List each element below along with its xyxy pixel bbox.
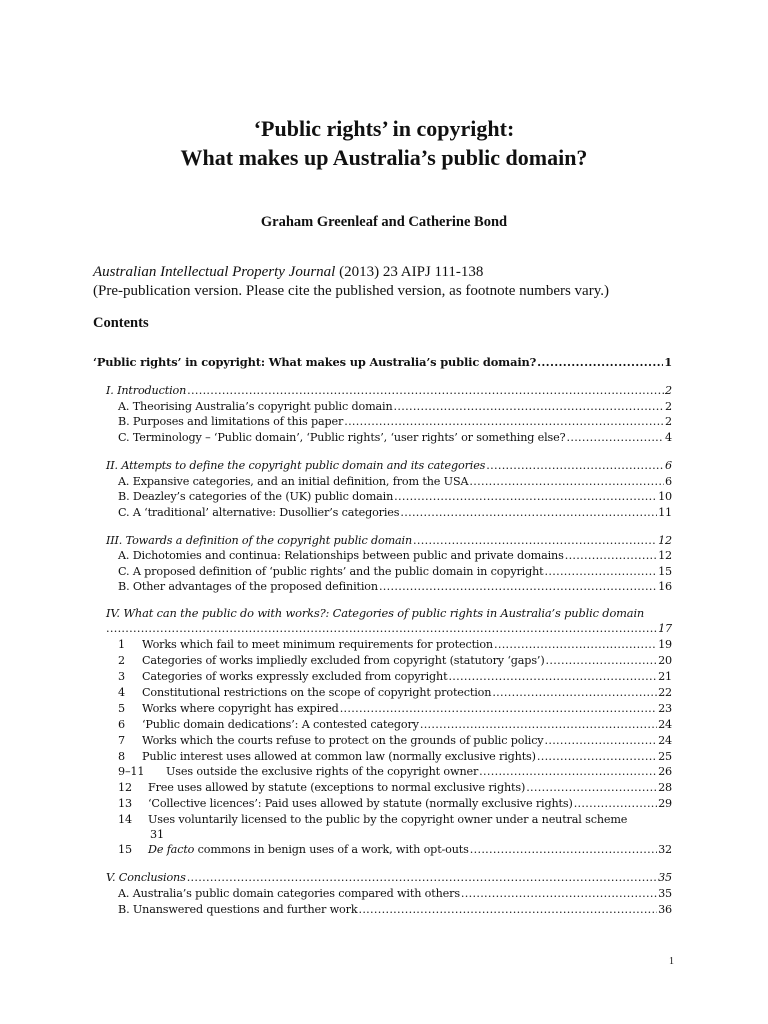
citation-note: (Pre-publication version. Please cite the published version, as footnote numbers vary.): [93, 283, 609, 299]
toc-item-13[interactable]: [118, 797, 672, 810]
toc-item-12[interactable]: [118, 781, 672, 794]
toc-page: 2: [665, 384, 672, 397]
toc-item-number: 12: [118, 781, 132, 794]
toc-entry-section-4-title[interactable]: IV. What can the public do with works?: Categories of public rights in Australia’s public domain: [106, 606, 645, 620]
toc-label: Works where copyright has expired: [142, 702, 339, 715]
toc-item-number: 2: [118, 654, 125, 667]
toc-page: 35: [658, 871, 672, 884]
toc-entry-5b[interactable]: [118, 903, 672, 916]
toc-entry-3b[interactable]: [118, 580, 672, 593]
toc-item-2[interactable]: [118, 654, 672, 667]
toc-page: 36: [658, 903, 672, 916]
toc-label: commons in benign uses of a work, with opt-outs: [194, 843, 469, 856]
toc-page: 1: [664, 355, 672, 369]
toc-entry-1a[interactable]: [118, 400, 672, 413]
toc-page: 24: [658, 734, 672, 747]
title-line-2: What makes up Australia’s public domain?: [180, 145, 588, 170]
toc-label: C. A proposed definition of ‘public rights’ and the public domain in copyright: [118, 565, 544, 578]
toc-item-number: 13: [118, 797, 132, 810]
toc-page: 25: [658, 750, 672, 763]
toc-label: A. Theorising Australia’s copyright public domain: [118, 400, 393, 413]
journal-name: Australian Intellectual Property Journal: [93, 264, 336, 280]
toc-item-number: 4: [118, 686, 125, 699]
toc-item-1[interactable]: [118, 638, 672, 651]
toc-item-number: 9–11: [118, 765, 145, 778]
toc-label: ‘Public rights’ in copyright: What makes up Australia’s public domain?: [93, 355, 537, 369]
toc-item-number: 5: [118, 702, 125, 715]
toc-entry-section-2[interactable]: [106, 459, 672, 472]
toc-entry-2c[interactable]: [118, 506, 672, 519]
toc-item-5[interactable]: [118, 702, 672, 715]
toc-label: Categories of works expressly excluded from copyright: [142, 670, 448, 683]
toc-label: B. Purposes and limitations of this paper: [118, 415, 344, 428]
toc-label-italic: De facto: [148, 843, 195, 856]
toc-page: 12: [658, 549, 672, 562]
toc-entry-1b[interactable]: [118, 415, 672, 428]
toc-label: Categories of works impliedly excluded from copyright (statutory ‘gaps’): [142, 654, 545, 667]
toc-page: 22: [658, 686, 672, 699]
toc-page: 11: [658, 506, 672, 519]
toc-label: B. Other advantages of the proposed definition: [118, 580, 378, 593]
toc-item-number: 6: [118, 718, 125, 731]
toc-item-6[interactable]: [118, 718, 672, 731]
toc-label: I. Introduction: [106, 384, 187, 397]
toc-label: II. Attempts to define the copyright public domain and its categories: [106, 459, 486, 472]
toc-page: 2: [665, 415, 672, 428]
toc-item-number: 3: [118, 670, 125, 683]
toc-label: Works which the courts refuse to protect on the grounds of public policy: [142, 734, 544, 747]
page-number: 1: [669, 956, 674, 967]
authors: Graham Greenleaf and Catherine Bond: [260, 214, 508, 230]
toc-item-number: 8: [118, 750, 125, 763]
toc-page: 2: [665, 400, 672, 413]
toc-page: 6: [665, 459, 672, 472]
toc-page: 12: [658, 534, 672, 547]
toc-page: 31: [150, 828, 164, 841]
toc-label: A. Expansive categories, and an initial definition, from the USA: [118, 475, 469, 488]
toc-entry-section-5[interactable]: [106, 871, 672, 884]
toc-label: C. Terminology – ‘Public domain’, ‘Public rights’, ‘user rights’ or something else?: [118, 431, 566, 444]
toc-label: C. A ‘traditional’ alternative: Dusollier’s categories: [118, 506, 400, 519]
toc-label: A. Dichotomies and continua: Relationships between public and private domains: [118, 549, 564, 562]
toc-label: A. Australia’s public domain categories compared with others: [118, 887, 460, 900]
toc-label: Public interest uses allowed at common law (normally exclusive rights): [142, 750, 536, 763]
toc-page: 15: [658, 565, 672, 578]
toc-item-number: 7: [118, 734, 125, 747]
toc-label: B. Unanswered questions and further work: [118, 903, 358, 916]
toc-page: 4: [665, 431, 672, 444]
title-line-1: ‘Public rights’ in copyright:: [253, 116, 515, 141]
toc-entry-5a[interactable]: [118, 887, 672, 900]
toc-item-4[interactable]: [118, 686, 672, 699]
toc-page: 35: [658, 887, 672, 900]
toc-label: ‘Collective licences’: Paid uses allowed by statute (normally exclusive rights): [148, 797, 573, 810]
toc-page: 10: [658, 490, 672, 503]
toc-label: Constitutional restrictions on the scope of copyright protection: [142, 686, 492, 699]
toc-page: 20: [658, 654, 672, 667]
toc-label: V. Conclusions: [106, 871, 186, 884]
toc-entry-section-4-page[interactable]: [106, 622, 672, 635]
toc-item-15[interactable]: [118, 843, 672, 856]
toc-page: 21: [658, 670, 672, 683]
toc-label: III. Towards a definition of the copyright public domain: [106, 534, 413, 547]
contents-heading: Contents: [93, 315, 149, 331]
toc-page: 16: [658, 580, 672, 593]
toc-label: Works which fail to meet minimum requirements for protection: [142, 638, 493, 651]
toc-page: 29: [658, 797, 672, 810]
toc-page: 17: [658, 622, 672, 635]
toc-page: 19: [658, 638, 672, 651]
toc-page: 28: [658, 781, 672, 794]
toc-entry-3c[interactable]: [118, 565, 672, 578]
toc-entry-main[interactable]: [93, 355, 672, 369]
toc-page: 23: [658, 702, 672, 715]
toc-label: Uses outside the exclusive rights of the copyright owner: [166, 765, 479, 778]
toc-page: 32: [658, 843, 672, 856]
toc-item-3[interactable]: [118, 670, 672, 683]
citation-details: (2013) 23 AIPJ 111-138: [335, 264, 484, 280]
toc-label: Free uses allowed by statute (exceptions to normal exclusive rights): [148, 781, 526, 794]
citation: [93, 264, 483, 281]
toc-entry-2a[interactable]: [118, 475, 672, 488]
toc-label: Uses voluntarily licensed to the public by the copyright owner under a neutral scheme: [148, 813, 628, 826]
toc-entry-2b[interactable]: [118, 490, 672, 503]
toc-entry-section-3[interactable]: [106, 534, 672, 547]
toc-page: 26: [658, 765, 672, 778]
toc-item-14[interactable]: [118, 813, 627, 826]
toc-page: 6: [665, 475, 672, 488]
toc-item-9-11[interactable]: [118, 765, 672, 778]
toc-item-number: 15: [118, 843, 132, 856]
toc-entry-section-1[interactable]: [106, 384, 672, 397]
toc-entry-3a[interactable]: [118, 549, 672, 562]
toc-item-7[interactable]: [118, 734, 672, 747]
toc-item-number: 1: [118, 638, 125, 651]
toc-entry-1c[interactable]: [118, 431, 672, 444]
toc-item-8[interactable]: [118, 750, 672, 763]
toc-label: B. Deazley’s categories of the (UK) public domain: [118, 490, 394, 503]
toc-item-number: 14: [118, 813, 132, 826]
toc-page: 24: [658, 718, 672, 731]
toc-label: ‘Public domain dedications’: A contested category: [142, 718, 419, 731]
